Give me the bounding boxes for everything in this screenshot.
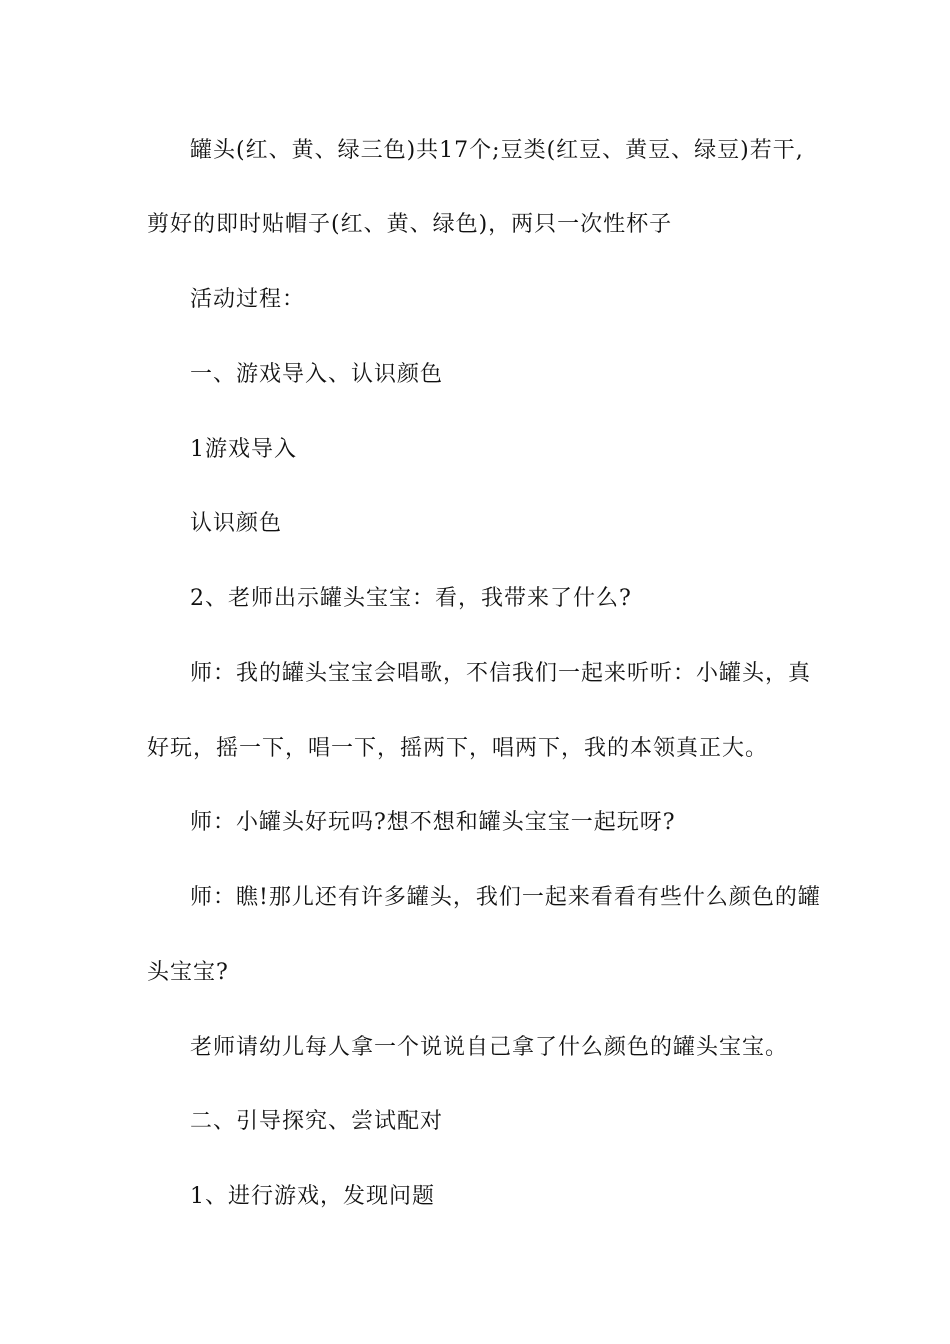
paragraph-teacher-question: 师：小罐头好玩吗?想不想和罐头宝宝一起玩呀? xyxy=(190,810,676,835)
subheading-play-game: 1、进行游戏，发现问题 xyxy=(190,1184,435,1209)
subheading-recognize-colors: 认识颜色 xyxy=(190,511,283,536)
paragraph-teacher-song-line-2: 好玩，摇一下，唱一下，摇两下，唱两下，我的本领真正大。 xyxy=(147,736,769,761)
paragraph-teacher-song-line-1: 师：我的罐头宝宝会唱歌，不信我们一起来听听：小罐头，真 xyxy=(190,661,812,686)
section-heading-one: 一、游戏导入、认识颜色 xyxy=(190,362,444,387)
paragraph-teacher-shows: 2、老师出示罐头宝宝：看，我带来了什么? xyxy=(190,586,632,611)
paragraph-teacher-look-line-2: 头宝宝? xyxy=(147,960,229,985)
subheading-game-intro: 1游戏导入 xyxy=(190,437,297,462)
paragraph-materials-line-2: 剪好的即时贴帽子(红、黄、绿色)，两只一次性杯子 xyxy=(147,212,673,237)
section-heading-two: 二、引导探究、尝试配对 xyxy=(190,1109,444,1134)
paragraph-children-pick: 老师请幼儿每人拿一个说说自己拿了什么颜色的罐头宝宝。 xyxy=(190,1035,789,1060)
paragraph-materials-line-1: 罐头(红、黄、绿三色)共17个;豆类(红豆、黄豆、绿豆)若干, xyxy=(190,138,804,163)
section-heading-activity-process: 活动过程： xyxy=(190,287,306,312)
paragraph-teacher-look-line-1: 师：瞧!那儿还有许多罐头，我们一起来看看有些什么颜色的罐 xyxy=(190,885,821,910)
